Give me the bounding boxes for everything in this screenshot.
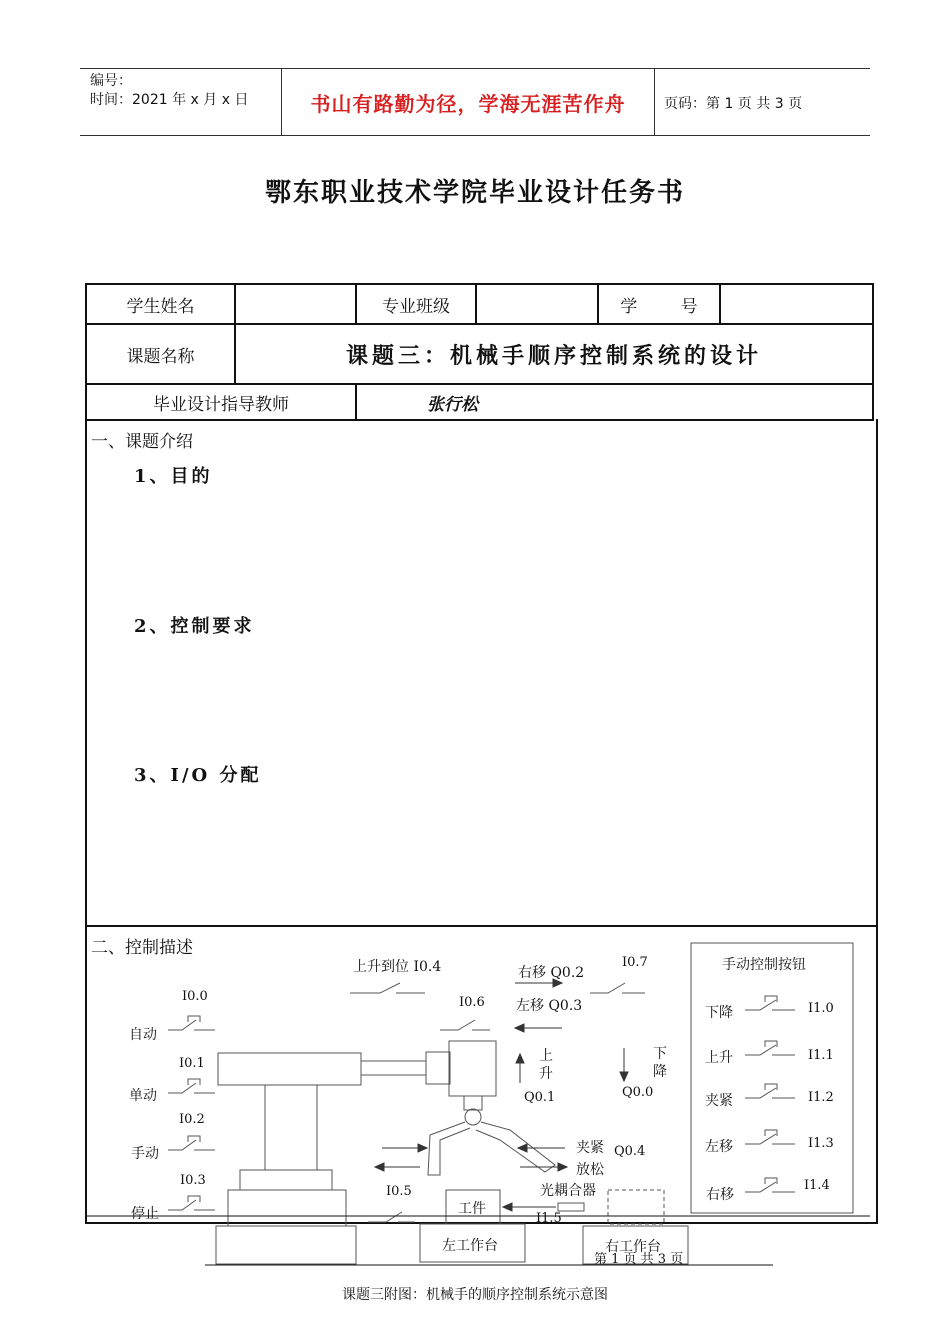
arrow-left-jaw-head [418, 1144, 427, 1152]
header-time-label: 时间：2021 年 x 月 x 日 [90, 92, 249, 108]
panel-label-down: 下降 [705, 1005, 733, 1021]
arrow-left-jaw2-head [375, 1163, 384, 1171]
label-workpiece: 工件 [458, 1201, 486, 1217]
label-i02: I0.2 [179, 1112, 205, 1127]
label-q01: Q0.1 [524, 1090, 556, 1105]
label-auto: 自动 [129, 1027, 157, 1043]
optocoupler-body [558, 1203, 584, 1211]
switch-i05 [368, 1212, 415, 1222]
advisor-label: 毕业设计指导教师 [86, 384, 356, 420]
switch-i00 [168, 1016, 215, 1030]
label-q04: Q0.4 [614, 1144, 646, 1159]
label-left-move: 左移 Q0.3 [516, 998, 583, 1014]
figure-caption: 课题三附图：机械手的顺序控制系统示意图 [342, 1287, 608, 1303]
arrow-down-head [620, 1072, 628, 1081]
diagram-footer-page: 第 1 页 共 3 页 [594, 1252, 684, 1267]
arrow-up-head [516, 1054, 524, 1063]
arrow-opto-head [503, 1203, 512, 1211]
arrow-release-head [558, 1163, 567, 1171]
gripper-right-jaw [476, 1122, 555, 1172]
section1-item-purpose: 1、目的 [134, 466, 213, 487]
label-i03: I0.3 [180, 1173, 206, 1188]
label-optocoupler: 光耦合器 [540, 1183, 596, 1199]
arm-base [228, 1190, 346, 1226]
label-up2: 升 [539, 1066, 553, 1082]
switch-i02 [168, 1136, 215, 1150]
manual-panel-box [691, 943, 853, 1213]
arrow-left-head [515, 1024, 524, 1032]
label-i00: I0.0 [182, 989, 208, 1004]
switch-i04 [350, 983, 425, 993]
arm-column [265, 1085, 317, 1170]
label-up: 上 [539, 1048, 553, 1064]
panel-label-up: 上升 [705, 1050, 733, 1066]
section1-title: 一、课题介绍 [91, 432, 193, 452]
label-i15: I1.5 [536, 1211, 562, 1226]
section1-item-io: 3、I/O 分配 [134, 765, 262, 786]
lift-neck [464, 1096, 482, 1110]
major-class-label: 专业班级 [356, 284, 476, 324]
panel-addr-i12: I1.2 [808, 1090, 834, 1105]
switch-i06 [440, 1020, 490, 1030]
left-table-base [216, 1226, 356, 1264]
header-motto: 书山有路勤为径，学海无涯苦作舟 [310, 92, 626, 116]
panel-switch-i10 [745, 996, 795, 1010]
topic-label: 课题名称 [86, 324, 235, 384]
panel-label-right: 右移 [706, 1187, 734, 1203]
label-stop: 停止 [131, 1206, 159, 1222]
label-manual: 手动 [131, 1146, 159, 1162]
panel-switch-i11 [745, 1041, 795, 1055]
label-rise-limit: 上升到位 I0.4 [353, 959, 442, 975]
arm-connector [426, 1052, 450, 1084]
arm-extension [361, 1061, 426, 1075]
label-right-move: 右移 Q0.2 [518, 965, 585, 981]
switch-i01 [168, 1079, 215, 1093]
section2-title: 二、控制描述 [91, 938, 193, 958]
switch-i07 [590, 983, 645, 993]
panel-label-clamp: 夹紧 [705, 1093, 733, 1109]
student-name-label: 学生姓名 [86, 284, 235, 324]
label-left-table: 左工作台 [442, 1238, 498, 1254]
gripper-pivot [465, 1109, 481, 1125]
panel-switch-i14 [745, 1178, 795, 1192]
topic-value: 课题三：机械手顺序控制系统的设计 [235, 324, 873, 384]
page-title: 鄂东职业技术学院毕业设计任务书 [264, 178, 685, 208]
panel-switch-i12 [745, 1084, 795, 1098]
gripper-left-jaw [428, 1122, 470, 1175]
arrow-clamp-head [518, 1144, 527, 1152]
right-table-slot [608, 1190, 664, 1224]
label-q00: Q0.0 [622, 1085, 654, 1100]
label-i05: I0.5 [386, 1184, 412, 1199]
panel-addr-i11: I1.1 [808, 1048, 834, 1063]
panel-switch-i13 [745, 1130, 795, 1144]
label-i06: I0.6 [459, 995, 485, 1010]
section1-item-requirements: 2、控制要求 [134, 616, 255, 637]
student-id-label: 学 号 [598, 284, 720, 324]
panel-addr-i10: I1.0 [808, 1001, 834, 1016]
label-down: 下 [653, 1046, 667, 1062]
header-code-label: 编号： [90, 73, 132, 89]
panel-addr-i13: I1.3 [808, 1136, 834, 1151]
manual-panel-title: 手动控制按钮 [722, 957, 806, 973]
switch-i03 [168, 1196, 215, 1210]
lift-head [449, 1041, 496, 1096]
arm-horizontal-beam [218, 1053, 361, 1085]
label-i07: I0.7 [622, 955, 648, 970]
label-release: 放松 [576, 1162, 604, 1178]
label-right-table: 右工作台 [605, 1239, 661, 1255]
panel-addr-i14: I1.4 [804, 1178, 830, 1193]
arm-base-top [240, 1170, 332, 1190]
panel-label-left: 左移 [705, 1139, 733, 1155]
label-i01: I0.1 [179, 1056, 205, 1071]
label-clamp: 夹紧 [576, 1140, 604, 1156]
label-single: 单动 [129, 1088, 157, 1104]
advisor-value: 张行松 [356, 384, 873, 420]
label-down2: 降 [653, 1064, 667, 1080]
header-page-label: 页码：第 1 页 共 3 页 [664, 96, 803, 112]
